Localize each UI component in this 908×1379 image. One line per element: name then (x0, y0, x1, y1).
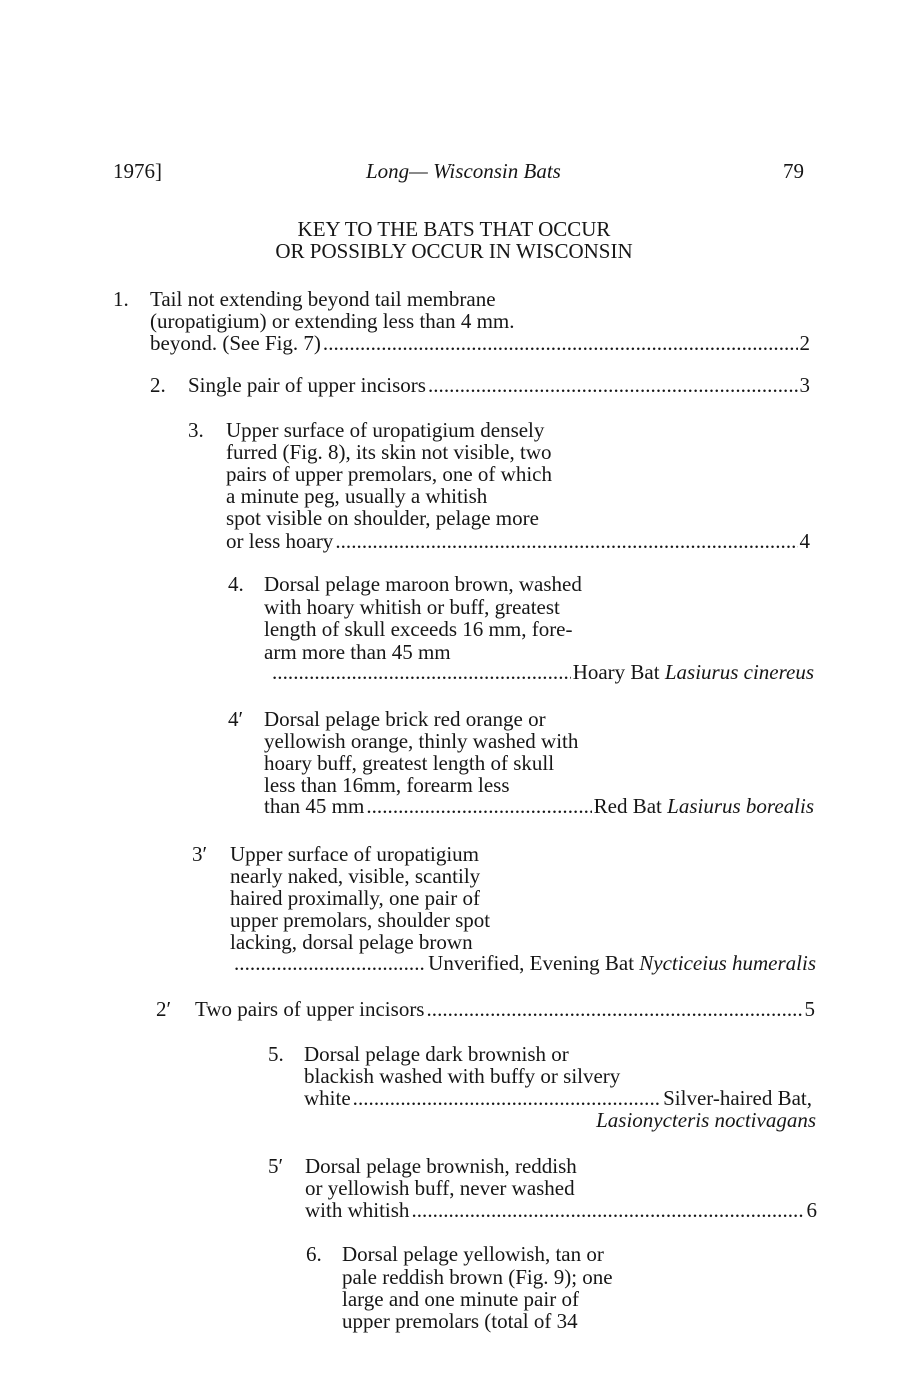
running-header-year: 1976] (113, 159, 162, 183)
page-number: 79 (783, 159, 804, 183)
species-name: Lasionycteris noctivagans (596, 1108, 816, 1132)
couplet-reference: 3 (799, 373, 810, 397)
entry-text-line: Dorsal pelage maroon brown, washed (264, 572, 582, 596)
entry-text-line: beyond. (See Fig. 7) (150, 331, 321, 355)
key-title-line-2: OR POSSIBLY OCCUR IN WISCONSIN (275, 239, 633, 263)
entry-number: 3. (188, 418, 204, 442)
entry-text-line: upper premolars (total of 34 (342, 1309, 578, 1333)
entry-number: 2. (150, 373, 166, 397)
entry-text-line: length of skull exceeds 16 mm, fore- (264, 617, 573, 641)
entry-text-line: pale reddish brown (Fig. 9); one (342, 1265, 613, 1289)
leader-dots (366, 795, 591, 818)
key-title-line-1: KEY TO THE BATS THAT OCCUR (297, 217, 611, 241)
species-name: Lasiurus borealis (667, 794, 814, 818)
leader-dots (428, 374, 798, 397)
entry-text-line: spot visible on shoulder, pelage more (226, 506, 539, 530)
entry-text-line: upper premolars, shoulder spot (230, 908, 491, 932)
entry-text-line: lacking, dorsal pelage brown (230, 930, 473, 954)
entry-number: 6. (306, 1242, 322, 1266)
leader-dots (353, 1087, 661, 1110)
species-name: Lasiurus cinereus (664, 660, 814, 684)
couplet-reference: 6 (806, 1198, 817, 1222)
couplet-reference: 4 (799, 529, 810, 553)
entry-text-line: Dorsal pelage brownish, reddish (305, 1154, 577, 1178)
couplet-reference: 2 (799, 331, 810, 355)
entry-text-line: (uropatigium) or extending less than 4 mm. (150, 309, 515, 333)
entry-text-line: hoary buff, greatest length of skull (264, 751, 555, 775)
entry-text-line: yellowish orange, thinly washed with (264, 729, 579, 753)
entry-text-line: blackish washed with buffy or silvery (304, 1064, 621, 1088)
common-name: Unverified, Evening Bat (428, 951, 635, 975)
leader-dots (411, 1199, 804, 1222)
entry-text-line: than 45 mm (264, 794, 365, 818)
leader-dots (426, 998, 802, 1021)
species-name: Nycticeius humeralis (639, 951, 816, 975)
entry-text-line: arm more than 45 mm (264, 640, 451, 664)
entry-text-line: Tail not extending beyond tail membrane (150, 287, 496, 311)
entry-number: 3′ (192, 842, 208, 866)
couplet-reference: 5 (804, 997, 815, 1021)
entry-text-line: pairs of upper premolars, one of which (226, 462, 552, 486)
entry-number: 5′ (268, 1154, 284, 1178)
leader-dots (234, 952, 426, 975)
leader-dots (323, 332, 798, 355)
common-name: Hoary Bat (572, 660, 660, 684)
common-name: Red Bat (593, 794, 662, 818)
running-header-title: Long— Wisconsin Bats (366, 159, 561, 183)
leader-dots (272, 661, 571, 684)
entry-text-line: furred (Fig. 8), its skin not visible, two (226, 440, 552, 464)
entry-text-line: or less hoary (226, 529, 334, 553)
entry-number: 5. (268, 1042, 284, 1066)
entry-text-line: nearly naked, visible, scantily (230, 864, 481, 888)
entry-text-line: with hoary whitish or buff, greatest (264, 595, 560, 619)
entry-number: 1. (113, 287, 129, 311)
entry-number: 2′ (156, 997, 172, 1021)
entry-text-line: Two pairs of upper incisors (195, 997, 425, 1021)
entry-text-line: haired proximally, one pair of (230, 886, 480, 910)
entry-text-line: less than 16mm, forearm less (264, 773, 510, 797)
entry-text-line: Upper surface of uropatigium densely (226, 418, 545, 442)
entry-text-line: a minute peg, usually a whitish (226, 484, 488, 508)
entry-text-line: or yellowish buff, never washed (305, 1176, 575, 1200)
entry-number: 4′ (228, 707, 244, 731)
entry-text-line: large and one minute pair of (342, 1287, 579, 1311)
entry-text-line: white (304, 1086, 351, 1110)
entry-text-line: Single pair of upper incisors (188, 373, 426, 397)
entry-number: 4. (228, 572, 244, 596)
entry-text-line: with whitish (305, 1198, 410, 1222)
entry-text-line: Dorsal pelage yellowish, tan or (342, 1242, 604, 1266)
common-name: Silver-haired Bat, (663, 1086, 812, 1110)
entry-text-line: Dorsal pelage dark brownish or (304, 1042, 569, 1066)
entry-text-line: Dorsal pelage brick red orange or (264, 707, 546, 731)
entry-text-line: Upper surface of uropatigium (230, 842, 479, 866)
leader-dots (335, 530, 797, 553)
